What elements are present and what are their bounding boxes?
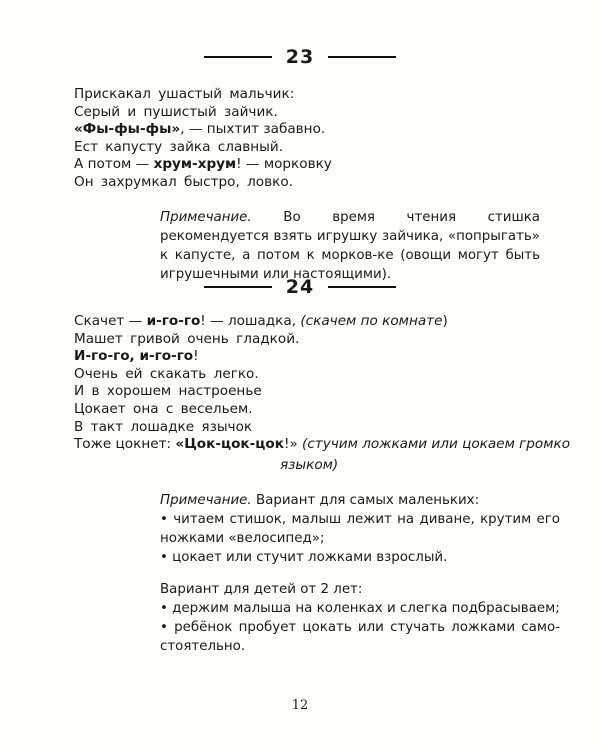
line-start: Скачет — (74, 313, 147, 329)
poem-line: Цокает она с весельем. (74, 400, 253, 417)
line-end: ) (442, 313, 448, 329)
bold-sound: «Цок-цок-цок (175, 436, 284, 453)
line-start: А потом — (74, 156, 154, 173)
note-bullet: • ребёнок пробует цокать или стучать ложками само-стоятельно. (160, 620, 560, 654)
poem-number: 23 (285, 46, 315, 68)
line-rest: !» (283, 436, 303, 453)
note-24-variant-2 (160, 580, 560, 656)
heading-rule-left (204, 56, 272, 58)
poem-line: Машет гривой очень гладкой. (74, 330, 300, 347)
poem-line (74, 348, 570, 366)
stage-direction-continued: языком) (280, 457, 339, 473)
poem-line: Серый и пушистый зайчик. (74, 103, 278, 120)
heading-rule-right (328, 286, 396, 288)
heading-rule-left (204, 286, 272, 288)
poem-number: 24 (285, 276, 315, 298)
note-24-variant-1 (160, 491, 560, 567)
poem-line: Прискакал ушастый мальчик: (74, 86, 295, 102)
poem-23-heading (0, 42, 600, 72)
line-rest: , — пыхтит забавно. (180, 121, 326, 138)
bold-sound: хрум-хрум (153, 156, 237, 173)
poem-line (74, 313, 570, 331)
bold-sound: и-го-го (146, 313, 201, 329)
bold-sound: «Фы-фы-фы» (74, 121, 181, 138)
note-bullet: • держим малыша на коленках и слегка подбрасываем; (160, 601, 560, 616)
poem-24-text (74, 313, 570, 454)
poem-line: Ест капусту зайка славный. (74, 138, 284, 155)
poem-23-text (74, 86, 332, 192)
line-rest: ! (193, 348, 199, 365)
line-rest: ! — морковку (236, 156, 332, 173)
poem-line: Он захрумкал быстро, ловко. (74, 173, 293, 190)
poem-line: В такт лошадке язычок (74, 418, 253, 435)
poem-line (74, 156, 332, 174)
note-text: Во время чтения стишка рекомендуется взять игрушку зайчика, «попрыгать» к капусте, а потом к морков-ке (овощи могут быть игрушечными или настоящими). (160, 210, 540, 282)
note-label: Примечание. (160, 210, 252, 225)
note-intro: Вариант для детей от 2 лет: (160, 582, 363, 597)
note-intro: Вариант для самых маленьких: (251, 493, 480, 508)
stage-direction: (скачем по комнате (300, 313, 443, 329)
heading-rule-right (328, 56, 396, 58)
poem-line (74, 436, 570, 454)
line-start: Тоже цокнет: (74, 436, 176, 453)
line-rest: ! — лошадка, (200, 313, 301, 329)
poem-line: Очень ей скакать легко. (74, 365, 259, 382)
note-bullet: • читаем стишок, малыш лежит на диване, крутим его ножками «велосипед»; (160, 512, 560, 546)
bold-sound: И-го-го, и-го-го (74, 348, 194, 365)
page-number: 12 (291, 698, 309, 713)
note-label: Примечание. (160, 493, 252, 508)
poem-24-heading (0, 272, 600, 302)
note-bullet: • цокает или стучит ложками взрослый. (160, 550, 448, 565)
stage-direction: (стучим ложками или цокаем громко (302, 436, 571, 453)
poem-line (74, 121, 332, 139)
poem-line: И в хорошем настроенье (74, 383, 262, 400)
